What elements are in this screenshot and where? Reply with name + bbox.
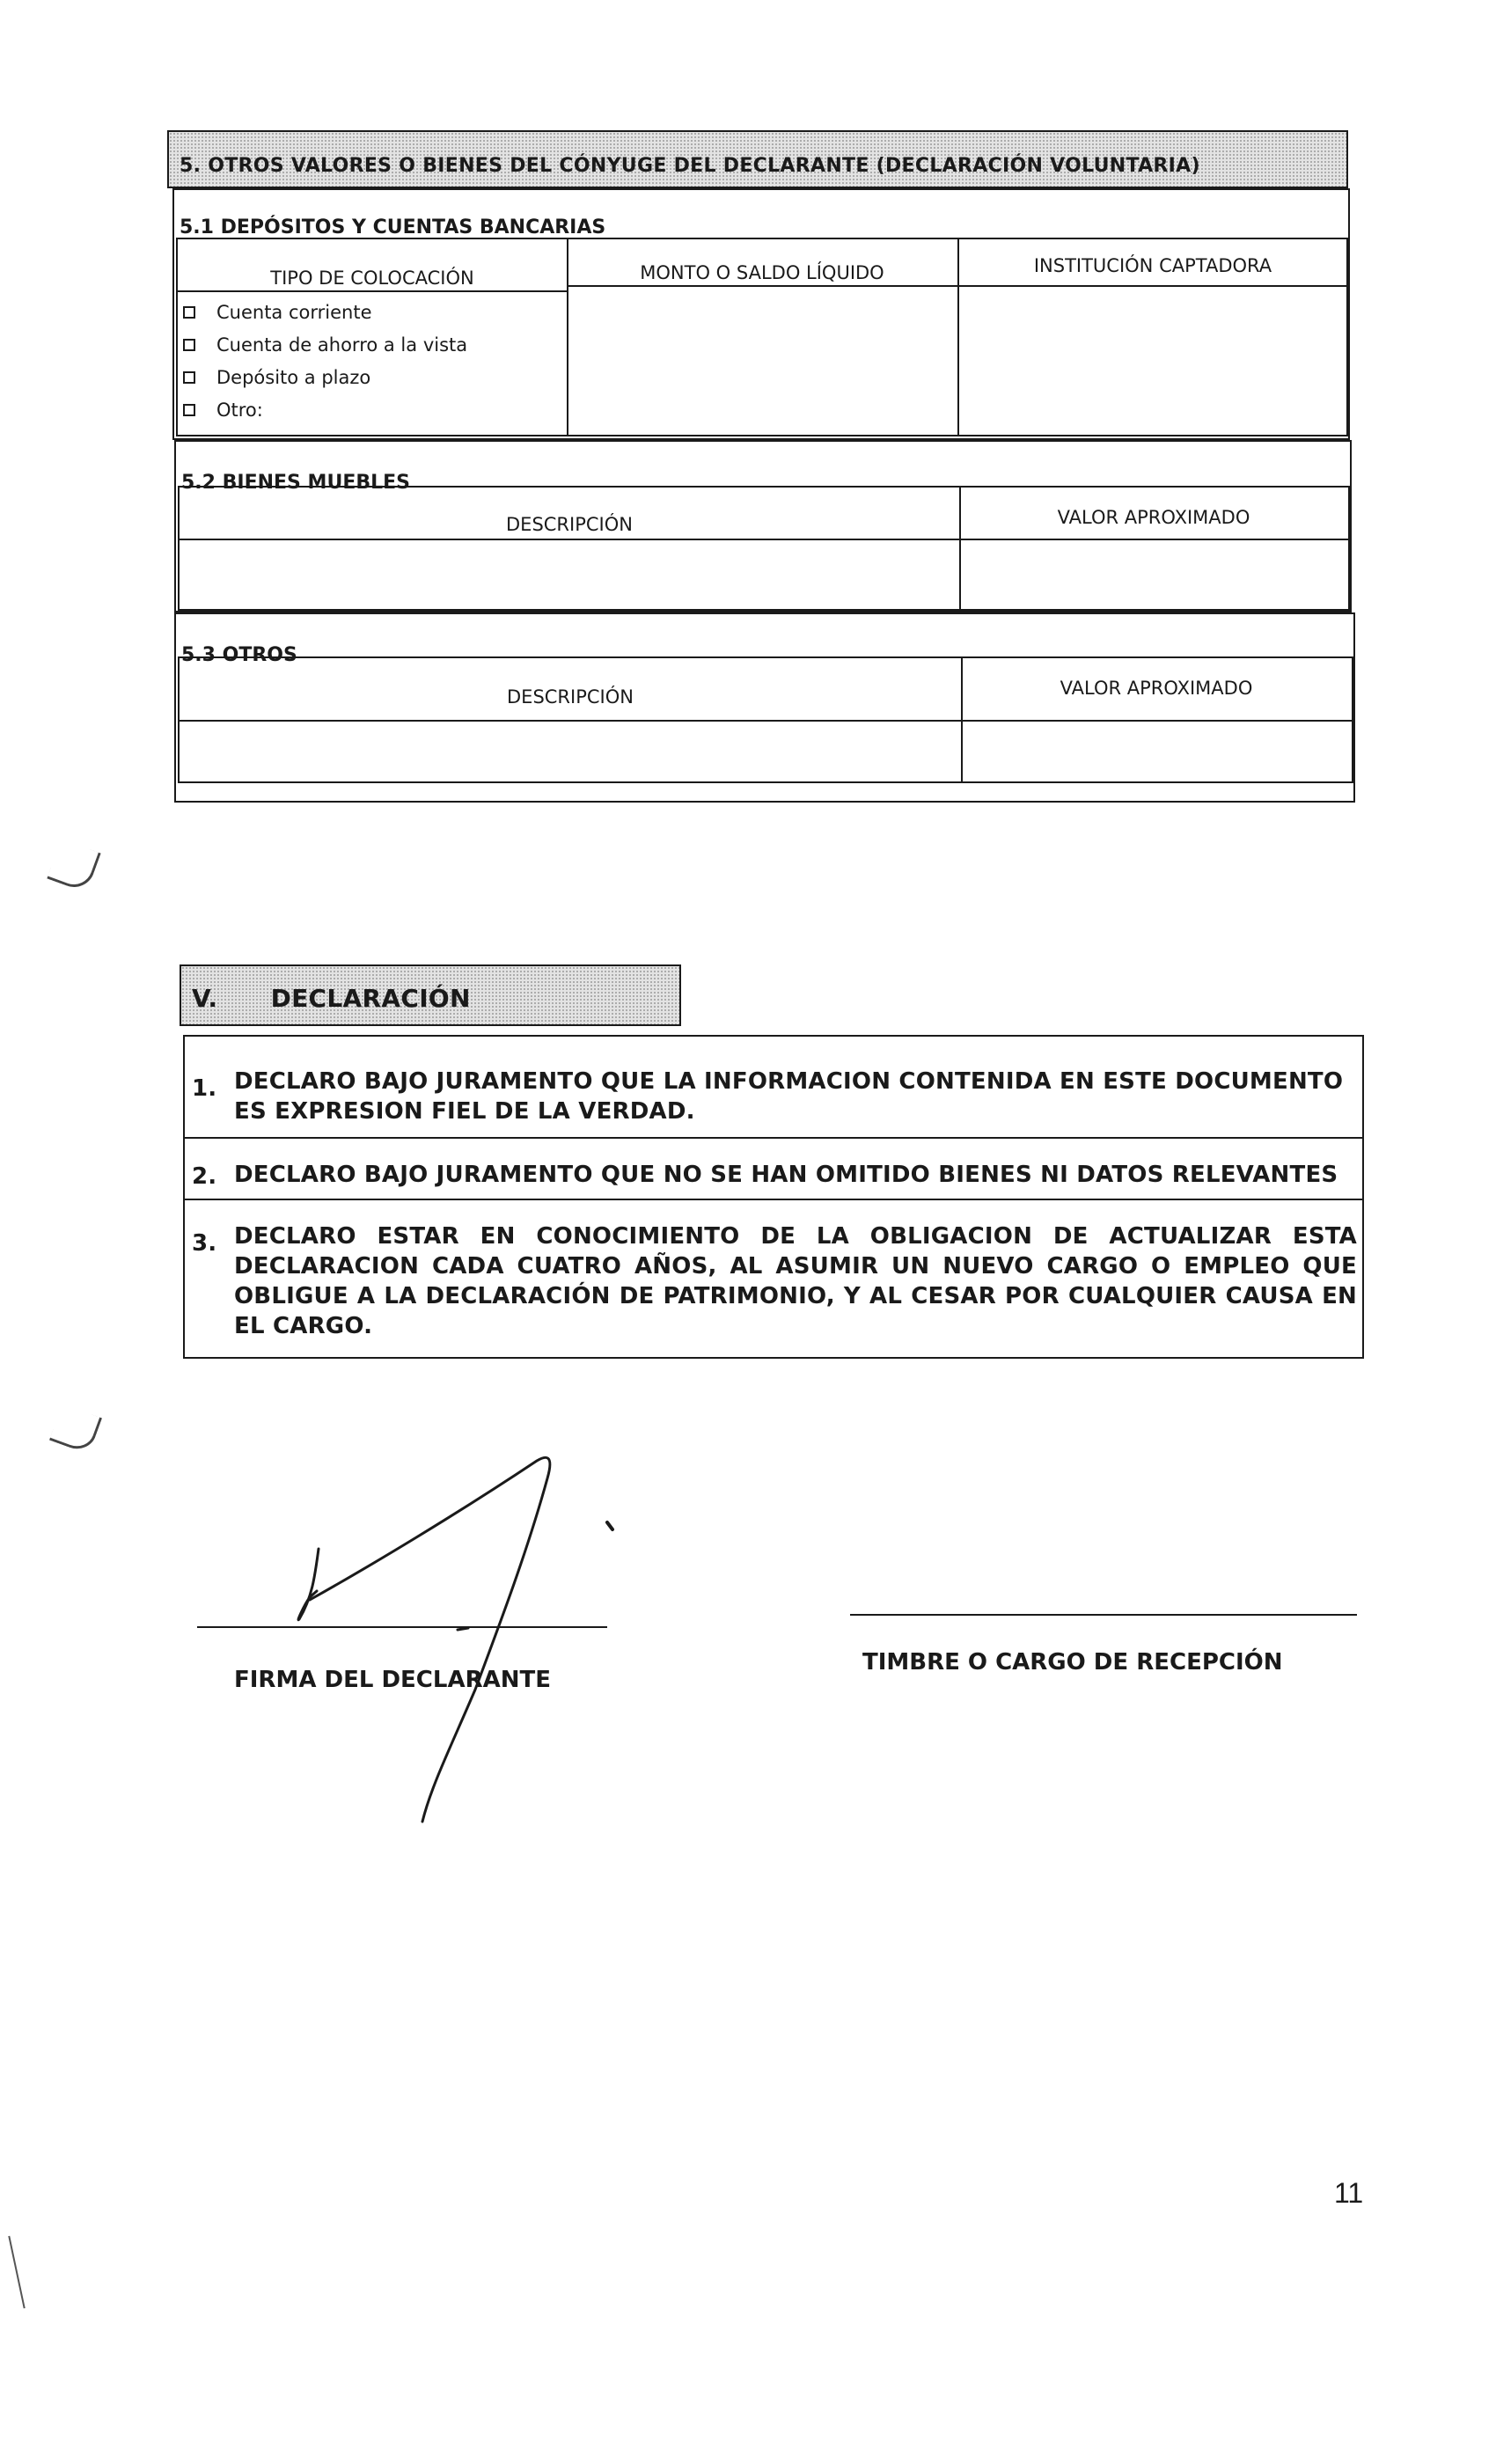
header-valor-aproximado: VALOR APROXIMADO <box>1057 507 1250 528</box>
binder-hole-mark <box>49 1404 102 1455</box>
bienes-muebles-title: 5.2 BIENES MUEBLES <box>181 472 411 494</box>
declaracion-title: V. DECLARACIÓN <box>192 984 471 1013</box>
item-number: 2. <box>192 1163 217 1190</box>
header-descripcion: DESCRIPCIÓN <box>507 686 634 708</box>
header-underline <box>180 720 1352 722</box>
page-number: 11 <box>1334 2177 1364 2209</box>
signature-line-recepcion <box>850 1614 1357 1616</box>
item-number: 3. <box>192 1230 217 1257</box>
section-5-title: 5. OTROS VALORES O BIENES DEL CÓNYUGE DEL DECLARANTE (DECLARACIÓN VOLUNTARIA) <box>180 155 1200 177</box>
checkbox[interactable] <box>183 371 195 384</box>
declaracion-box <box>183 1035 1364 1359</box>
option-otro[interactable]: Otro: <box>183 393 561 426</box>
item-text: DECLARO BAJO JURAMENTO QUE NO SE HAN OMITIDO BIENES NI DATOS RELEVANTES <box>234 1162 1338 1188</box>
item-text: DECLARO ESTAR EN CONOCIMIENTO DE LA OBLIGACION DE ACTUALIZAR ESTA DECLARACION CADA CUATRO AÑOS, AL ASUMIR UN NUEVO CARGO O EMPLEO QUE OBLIGUE A LA DECLARACIÓN DE PATRIMONIO, Y AL CESAR POR CUALQUIER CAUSA EN EL CARGO. <box>234 1223 1357 1339</box>
otros-title: 5.3 OTROS <box>181 644 297 666</box>
option-deposito-plazo[interactable]: Depósito a plazo <box>183 361 561 393</box>
section-5-header <box>167 130 1348 188</box>
header-monto: MONTO O SALDO LÍQUIDO <box>640 262 884 283</box>
declaracion-header <box>180 964 681 1026</box>
firma-declarante-label: FIRMA DEL DECLARANTE <box>234 1667 551 1693</box>
handwritten-signature <box>264 1443 634 1830</box>
header-underline <box>178 290 567 292</box>
header-institucion: INSTITUCIÓN CAPTADORA <box>1033 255 1272 276</box>
colocacion-options <box>183 296 561 426</box>
checkbox[interactable] <box>183 339 195 351</box>
col-divider <box>959 488 961 609</box>
deposits-table <box>176 238 1348 436</box>
item-text: DECLARO BAJO JURAMENTO QUE LA INFORMACION CONTENIDA EN ESTE DOCUMENTO ES EXPRESION FIEL DE LA VERDAD. <box>234 1068 1344 1125</box>
header-descripcion: DESCRIPCIÓN <box>506 514 633 535</box>
declaracion-item-2 <box>185 1139 1362 1200</box>
deposits-title: 5.1 DEPÓSITOS Y CUENTAS BANCARIAS <box>180 216 606 238</box>
scan-edge-mark <box>8 2236 25 2309</box>
header-valor-aproximado: VALOR APROXIMADO <box>1060 678 1253 699</box>
declaracion-item-3 <box>185 1200 1362 1357</box>
item-number: 1. <box>192 1075 217 1102</box>
option-cuenta-ahorro[interactable]: Cuenta de ahorro a la vista <box>183 328 561 361</box>
checkbox[interactable] <box>183 306 195 319</box>
header-underline <box>567 285 1346 287</box>
header-underline <box>180 539 1348 540</box>
timbre-recepcion-label: TIMBRE O CARGO DE RECEPCIÓN <box>862 1649 1283 1676</box>
option-cuenta-corriente[interactable]: Cuenta corriente <box>183 296 561 328</box>
signature-line-declarante <box>197 1626 607 1628</box>
checkbox[interactable] <box>183 404 195 416</box>
header-tipo-colocacion: TIPO DE COLOCACIÓN <box>270 268 474 289</box>
declaracion-item-1 <box>185 1037 1362 1139</box>
bienes-muebles-table <box>178 486 1350 611</box>
binder-hole-mark <box>47 839 101 893</box>
otros-table <box>178 656 1353 783</box>
